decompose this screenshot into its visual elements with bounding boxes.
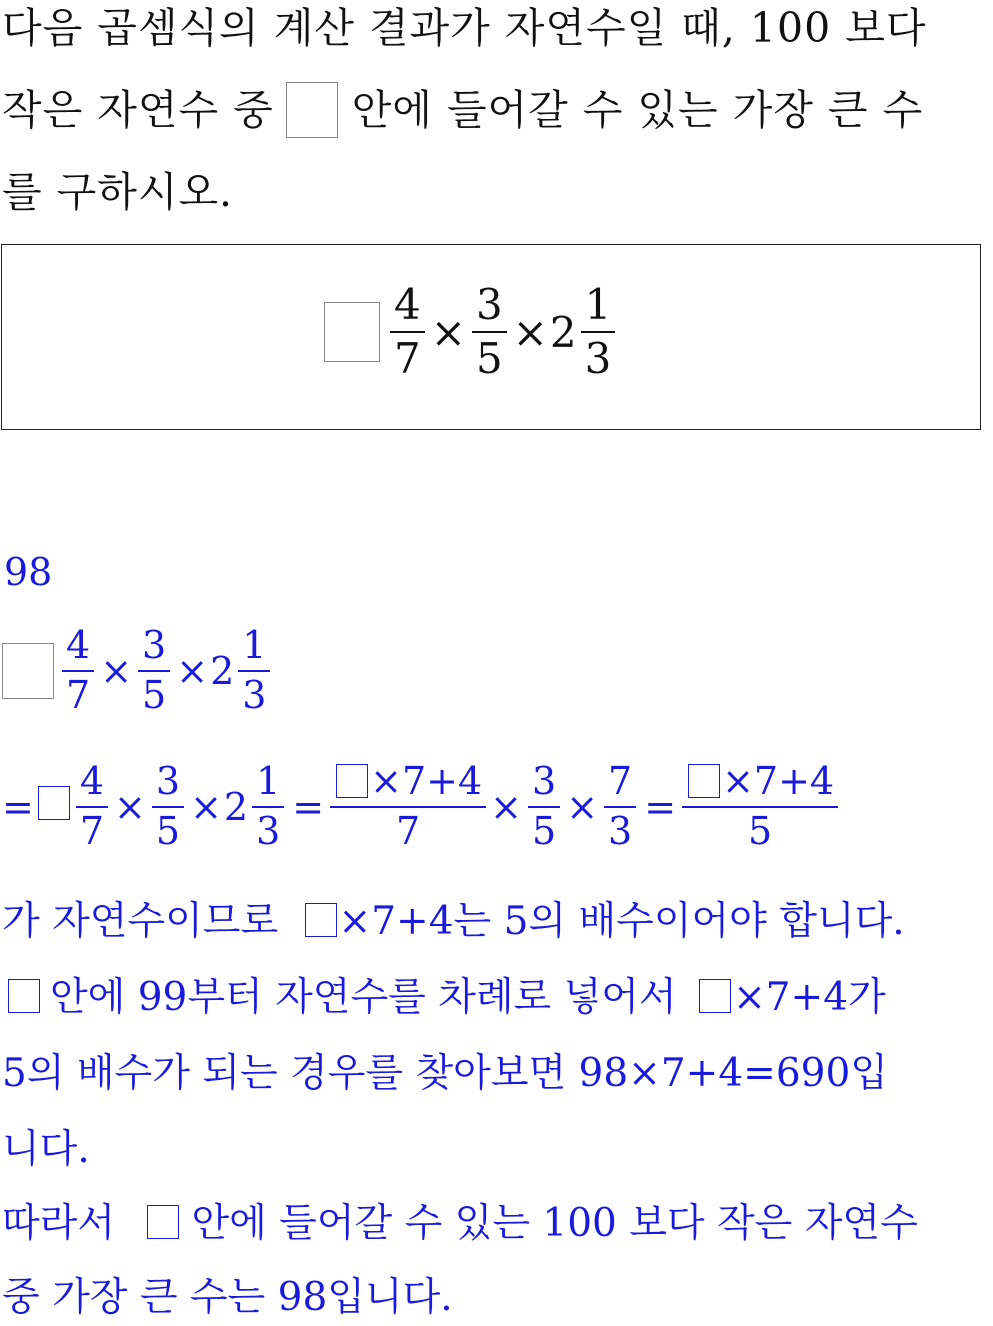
fraction-denominator: 3 [242,672,267,717]
whole-number: 2 [549,307,577,357]
blank-box-icon [8,979,40,1013]
explanation-text: 안에 들어갈 수 있는 100 보다 작은 자연수 [191,1201,918,1246]
fraction-numerator: ×7+4 [330,762,486,802]
explanation-text: 따라서 [2,1201,116,1246]
fraction-numerator: 3 [475,280,503,329]
fraction [252,759,284,853]
fraction-numerator: 4 [394,280,421,329]
fraction-numerator: 4 [79,759,105,803]
fraction-denominator: 7 [394,334,421,384]
explanation-text: ×7+4가 [733,975,886,1020]
formula-box [1,244,981,430]
question-line-2-after: 안에 들어갈 수 있는 가장 큰 수 [351,86,924,134]
fraction-numerator: 4 [66,623,91,667]
times-sign: × [176,648,209,693]
blank-box-icon [147,1205,179,1239]
explanation-line-4: 니다. [2,1127,90,1172]
fraction-denominator: 5 [475,334,503,384]
fraction [138,623,170,717]
fraction-denominator: 5 [155,808,181,853]
question-line-2 [2,82,923,142]
times-sign: × [100,648,133,693]
equals-sign: = [644,784,677,829]
formula-expression [324,280,619,384]
blank-box-icon [324,302,380,362]
explanation-line-6: 중 가장 큰 수는 98입니다. [2,1275,453,1320]
fraction-numerator: 1 [584,280,612,329]
fraction [76,759,108,853]
fraction-numerator: 1 [256,759,281,803]
fraction [330,759,486,853]
times-sign: × [512,307,548,357]
fraction [682,759,838,853]
fraction-denominator: 5 [748,808,773,853]
times-sign: × [190,784,222,829]
explanation-text: 안에 99부터 자연수를 차례로 넣어서 [50,975,677,1020]
explanation-line-1 [2,894,905,950]
fraction-numerator: 3 [142,623,167,667]
fraction-denominator: 7 [396,808,421,853]
question-line-3: 를 구하시오. [2,168,234,216]
fraction [390,280,425,384]
explanation-text: ×7+4는 5의 배수이어야 합니다. [338,899,905,944]
fraction-denominator: 3 [256,808,281,853]
fraction-numerator: 1 [242,623,267,667]
explanation-line-3: 5의 배수가 되는 경우를 찾아보면 98×7+4=690입 [2,1051,888,1096]
question-line-1: 다음 곱셈식의 계산 결과가 자연수일 때, 100 보다 [2,4,927,52]
fraction-numerator: 3 [155,759,181,803]
explanation-text: 가 자연수이므로 [2,899,279,944]
times-sign: × [566,784,599,829]
fraction-denominator: 3 [584,334,612,384]
blank-box-icon [699,979,731,1013]
fraction [472,280,507,384]
blank-box-icon [286,82,338,138]
blank-box-icon [305,903,337,937]
equals-sign: = [2,784,34,829]
blank-box-icon [38,786,70,820]
fraction-denominator: 7 [66,672,91,717]
whole-number: 2 [210,648,235,693]
fraction [152,759,184,853]
equals-sign: = [292,784,325,829]
question-line-2-before: 작은 자연수 중 [2,86,274,134]
whole-number: 2 [223,784,249,829]
fraction [62,623,94,717]
fraction-numerator: 7 [608,759,633,803]
fraction-denominator: 3 [608,808,633,853]
explanation-expression-1 [2,623,274,717]
blank-box-icon [2,643,54,699]
fraction-numerator: ×7+4 [682,762,838,802]
times-sign: × [490,784,523,829]
explanation-line-2 [2,970,886,1026]
fraction-numerator: 3 [532,759,557,803]
fraction-denominator: 5 [142,672,167,717]
times-sign: × [114,784,146,829]
explanation-expression-2 [2,759,840,853]
fraction [238,623,270,717]
fraction [581,280,616,384]
fraction-denominator: 7 [79,808,105,853]
fraction-denominator: 5 [532,808,557,853]
explanation-line-5 [2,1196,918,1252]
blank-box-icon [688,764,720,798]
fraction [528,759,560,853]
answer-value: 98 [4,550,53,594]
fraction [604,759,636,853]
times-sign: × [430,307,466,357]
blank-box-icon [336,764,368,798]
